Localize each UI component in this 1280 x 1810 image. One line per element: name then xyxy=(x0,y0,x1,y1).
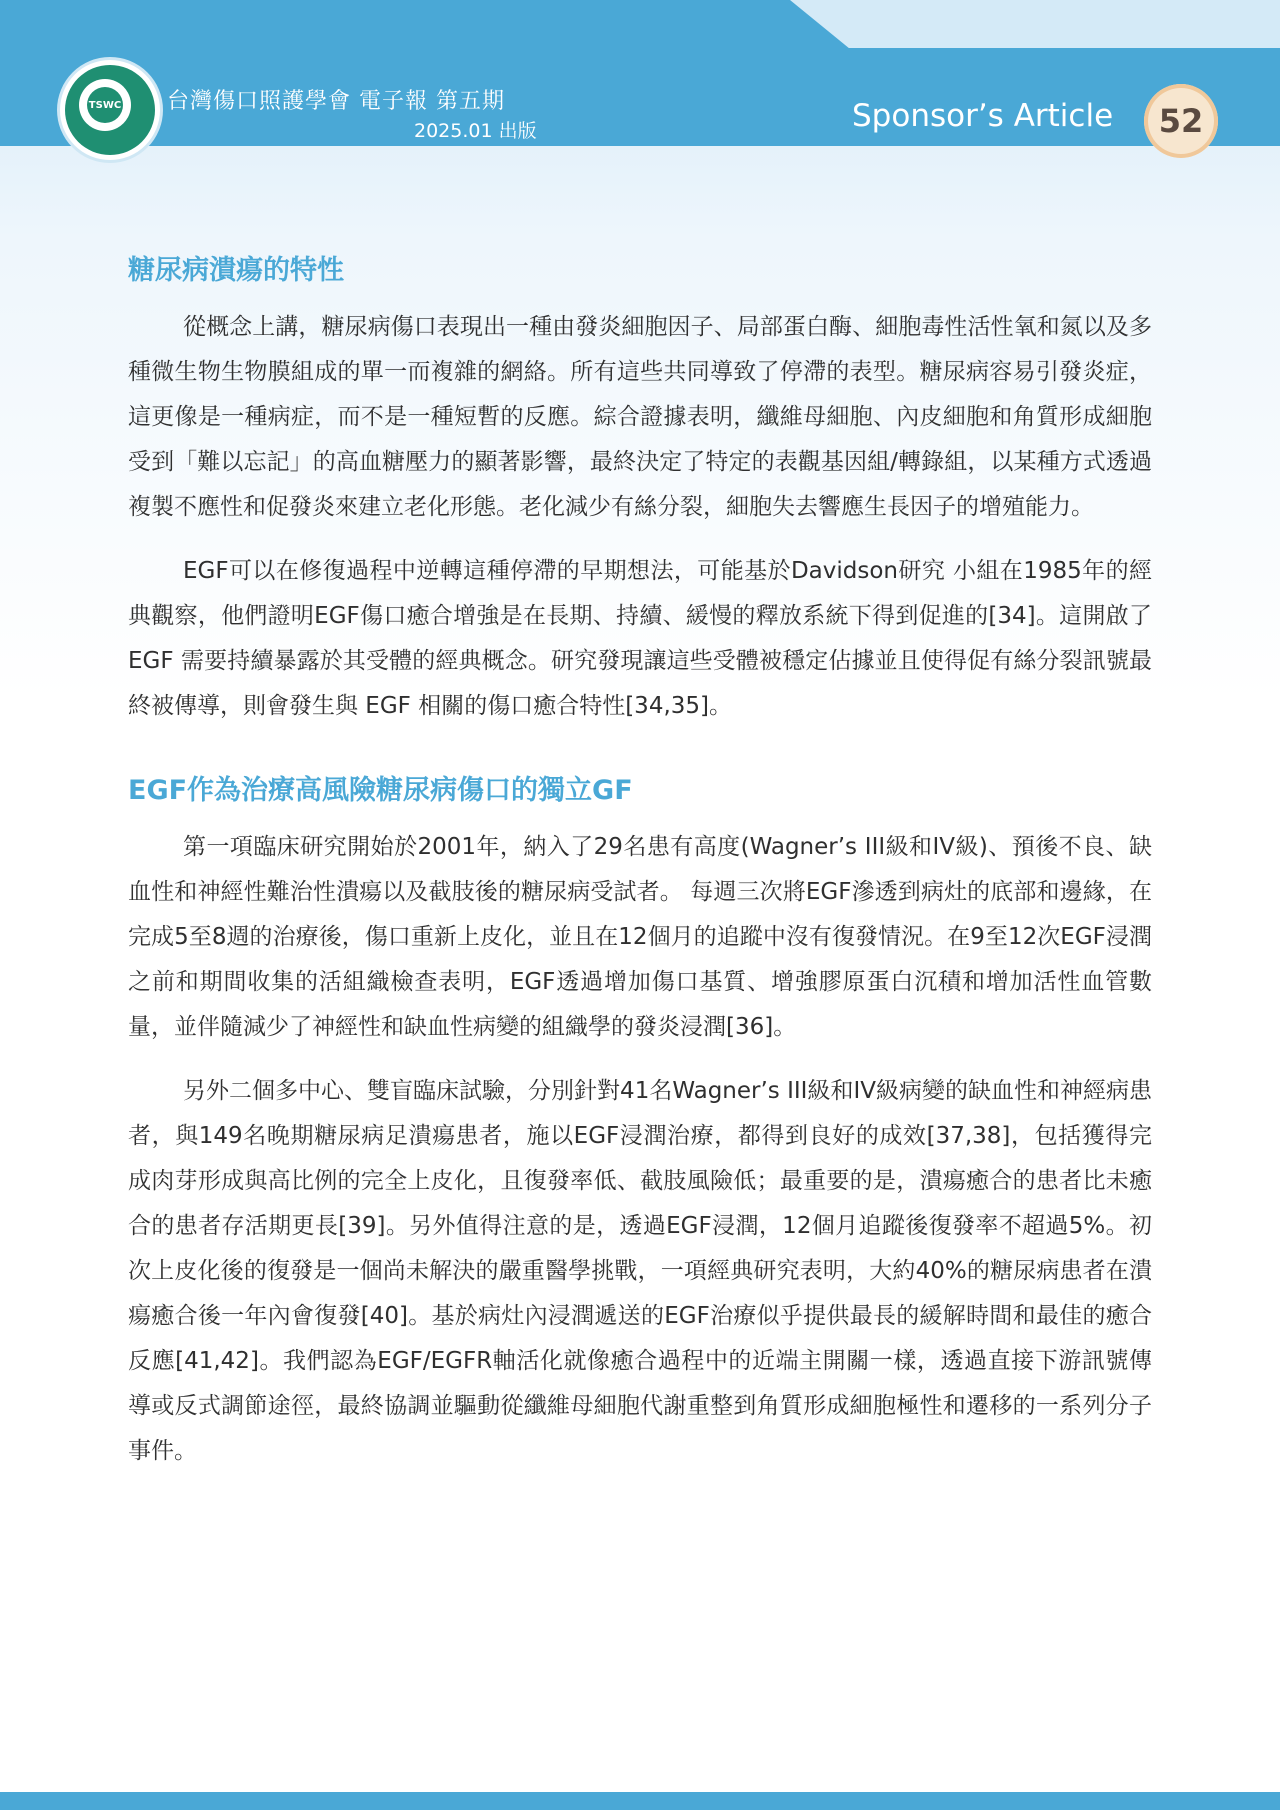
page-number: 52 xyxy=(1158,102,1204,140)
section-heading: EGF作為治療高風險糖尿病傷口的獨立GF xyxy=(128,775,633,806)
hand-icon xyxy=(87,87,123,123)
publication-title: 台灣傷口照護學會 電子報 第五期 xyxy=(167,89,505,114)
paragraph: EGF可以在修復過程中逆轉這種停滯的早期想法，可能基於Davidson研究 小組在1985年的經典觀察，他們證明EGF傷口癒合增強是在長期、持續、緩慢的釋放系統下得到促進的[34]。這開啟了EGF 需要持續暴露於其受體的經典概念。研究發現讓這些受體被穩定佔據並且使得促有絲分裂訊號最終被傳導，則會發生與 EGF 相關的傷口癒合特性[34,35]。 xyxy=(128,558,1152,719)
footer-bar xyxy=(0,1792,1280,1810)
page-number-badge xyxy=(1144,84,1218,158)
paragraph: 從概念上講，糖尿病傷口表現出一種由發炎細胞因子、局部蛋白酶、細胞毒性活性氧和氮以及多種微生物生物膜組成的單一而複雜的網絡。所有這些共同導致了停滯的表型。糖尿病容易引發炎症，這更像是一種病症，而不是一種短暫的反應。綜合證據表明，纖維母細胞、內皮細胞和角質形成細胞受到「難以忘記」的高血糖壓力的顯著影響，最終決定了特定的表觀基因組/轉錄組，以某種方式透過複製不應性和促發炎來建立老化形態。老化減少有絲分裂，細胞失去響應生長因子的增殖能力。 xyxy=(128,314,1152,520)
header-tab-shape xyxy=(790,0,1280,48)
paragraph: 第一項臨床研究開始於2001年，納入了29名患有高度(Wagner’s III級和IV級)、預後不良、缺血性和神經性難治性潰瘍以及截肢後的糖尿病受試者。 每週三次將EGF滲透到病灶的底部和邊緣，在完成5至8週的治療後，傷口重新上皮化，並且在12個月的追蹤中沒有復發情況。在9至12次EGF浸潤之前和期間收集的活組織檢查表明，EGF透過增加傷口基質、增強膠原蛋白沉積和增加活性血管數量，並伴隨減少了神經性和缺血性病變的組織學的發炎浸潤[36]。 xyxy=(128,834,1152,1040)
article-body xyxy=(128,248,1152,1493)
society-logo xyxy=(60,60,160,160)
logo-inner xyxy=(79,79,131,131)
logo-text: TSWC xyxy=(88,100,122,111)
section-heading: 糖尿病潰瘍的特性 xyxy=(128,255,344,286)
section-name: Sponsor’s Article xyxy=(852,98,1114,134)
paragraph: 另外二個多中心、雙盲臨床試驗，分別針對41名Wagner’s III級和IV級病變的缺血性和神經病患者，與149名晚期糖尿病足潰瘍患者，施以EGF浸潤治療，都得到良好的成效[37,38]，包括獲得完成肉芽形成與高比例的完全上皮化，且復發率低、截肢風險低；最重要的是，潰瘍癒合的患者比未癒合的患者存活期更長[39]。另外值得注意的是，透過EGF浸潤，12個月追蹤後復發率不超過5%。初次上皮化後的復發是一個尚未解決的嚴重醫學挑戰，一項經典研究表明，大約40%的糖尿病患者在潰瘍癒合後一年內會復發[40]。基於病灶內浸潤遞送的EGF治療似乎提供最長的緩解時間和最佳的癒合反應[41,42]。我們認為EGF/EGFR軸活化就像癒合過程中的近端主開關一樣，透過直接下游訊號傳導或反式調節途徑，最終協調並驅動從纖維母細胞代謝重整到角質形成細胞極性和遷移的一系列分子事件。 xyxy=(128,1078,1152,1464)
publication-date: 2025.01 出版 xyxy=(414,120,537,142)
